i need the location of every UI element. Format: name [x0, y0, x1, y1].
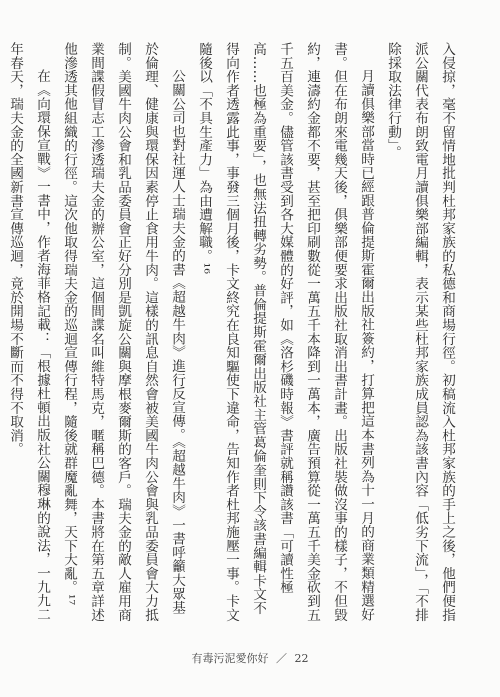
- page-footer: [0, 650, 500, 666]
- paragraph-2: [190, 42, 379, 624]
- paragraph-3-text: 公關公司也對社運人士瑞夫金的書《超越牛肉》進行反宣傳。《超越牛肉》一書呼籲大眾基於倫理、健康與環保因素停止食用牛肉。這樣的訊息自然會被美國牛肉公會與乳品委員會大力抵制。美國牛肉公會和乳品委員會正好分別是凱旋公關與摩根麥爾斯的客戶。瑞夫金的敵人雇用商業間諜假冒志工滲透瑞夫金的辦公室，這個間諜名叫維特馬克，暱稱巴德。本書將在第五章詳述他滲透其他組織的行徑。這次他取得瑞夫金的巡迴宣傳行程，隨後就群魔亂舞，天下大亂。¹⁷: [61, 42, 185, 622]
- footer-separator: ／: [276, 652, 287, 665]
- paragraph-2-text: 月讀俱樂部當時已經跟普倫提斯霍爾出版社簽約，打算把這本書列為十一月的商業類精選好書。但在布朗來電幾天後，俱樂部便要求出版社取消出書計畫。出版社裝做沒事的樣子，不但毀約，連濤約金都不要，甚至把印刷數從一萬五千本降到一萬本，廣告預算從一萬五千美金砍到五千五百美金。儘管該書受到各大媒體的好評，如《洛杉磯時報》書評就稱讚該書「可讀性極高……也極為重要」，也無法扭轉劣勢。普倫提斯霍爾出版社主管葛倫奎則下令該書編輯卡文不得向作者透露此事，事發三個月後，卡文終究在良知驅使下違命，告知作者杜邦施壓一事。卡文隨後以「不具生產力」為由遭解職。¹⁶: [196, 42, 374, 622]
- paragraph-4: [1, 42, 55, 624]
- page-number: 22: [294, 652, 309, 665]
- paragraph-4-text: 在《向環保宣戰》一書中，作者海菲格記載：「根據杜頓出版社公關穆琳的說法，一九九二年春天，瑞夫金的全國新書宣傳巡迴，竟於開場不斷而不得不取消。: [7, 42, 50, 622]
- paragraph-3: [55, 42, 190, 624]
- running-title: 有毒污泥愛你好: [191, 652, 269, 665]
- paragraph-1: 入侵掠，毫不留情地批判杜邦家族的私德和商場行徑。初稿流入杜邦家族的手上之後，他們便指派公關代表布朗致電月讀俱樂部編輯，表示某些杜邦家族成員認為該書內容「低劣下流」，「不排除採取法律行動」。: [385, 42, 455, 622]
- body-text: [7, 42, 460, 624]
